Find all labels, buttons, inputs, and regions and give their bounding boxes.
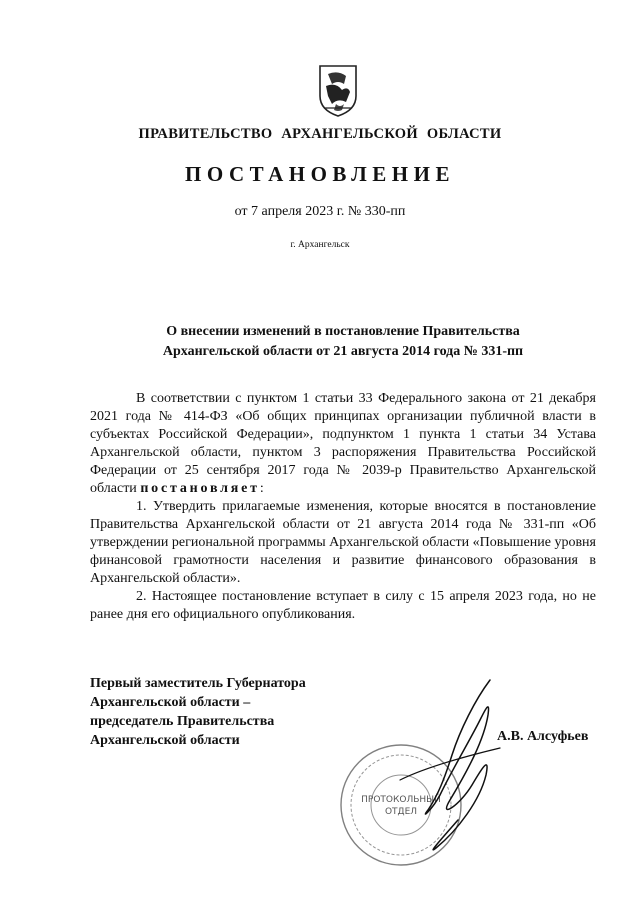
coat-of-arms-emblem: [316, 62, 360, 118]
stamp-text-2: ОТДЕЛ: [384, 807, 418, 817]
item-1-paragraph: 1. Утвердить прилагаемые изменения, которые вносятся в постановление Правительства Архангельской области от 21 августа 2014 года № 331-пп «Об утверждении региональной программы Архангельской области «Повышение уровня финансовой грамотности населения и развитие финансового образования в Архангельской области».: [90, 499, 596, 586]
signatory-name: А.В. Алсуфьев: [497, 729, 589, 744]
document-title: [90, 322, 596, 362]
title-line-1: О внесении изменений в постановление Правительства: [166, 324, 520, 339]
signatory-position: [90, 674, 370, 750]
preamble-paragraph: [90, 390, 596, 498]
stamp-text-1: ПРОТОКОЛЬНЫЙ: [361, 795, 441, 805]
signatory-position-line-1: Первый заместитель Губернатора: [90, 676, 306, 691]
resolves-word: постановляет: [140, 481, 260, 496]
title-line-2: Архангельской области от 21 августа 2014 года № 331-пп: [162, 344, 524, 359]
government-name: ПРАВИТЕЛЬСТВО АРХАНГЕЛЬСКОЙ ОБЛАСТИ: [138, 126, 502, 142]
signatory-position-line-4: Архангельской области: [90, 733, 240, 748]
handwritten-signature: [340, 660, 540, 870]
signatory-position-line-3: председатель Правительства: [90, 714, 275, 729]
document-type-heading: ПОСТАНОВЛЕНИЕ: [185, 162, 455, 186]
preamble-text: В соответствии с пунктом 1 статьи 33 Федерального закона от 21 декабря 2021 года № 414-ФЗ «Об общих принципах организации публичной власти в субъектах Российской Федерации», подпунктом 1 пункта 1 статьи 34 Устава Архангельской области, пунктом 3 распоряжения Правительства Российской Федерации от 25 сентября 2017 года № 2039-р Правительство Архангельской области: [90, 391, 596, 496]
preamble-colon: :: [259, 481, 264, 496]
document-body: [90, 390, 596, 624]
signatory-position-line-2: Архангельской области –: [90, 695, 251, 710]
document-city: г. Архангельск: [290, 240, 350, 250]
item-2-paragraph: 2. Настоящее постановление вступает в силу с 15 апреля 2023 года, но не ранее дня его официального опубликования.: [90, 589, 596, 622]
document-date-number: от 7 апреля 2023 г. № 330-пп: [234, 204, 406, 219]
